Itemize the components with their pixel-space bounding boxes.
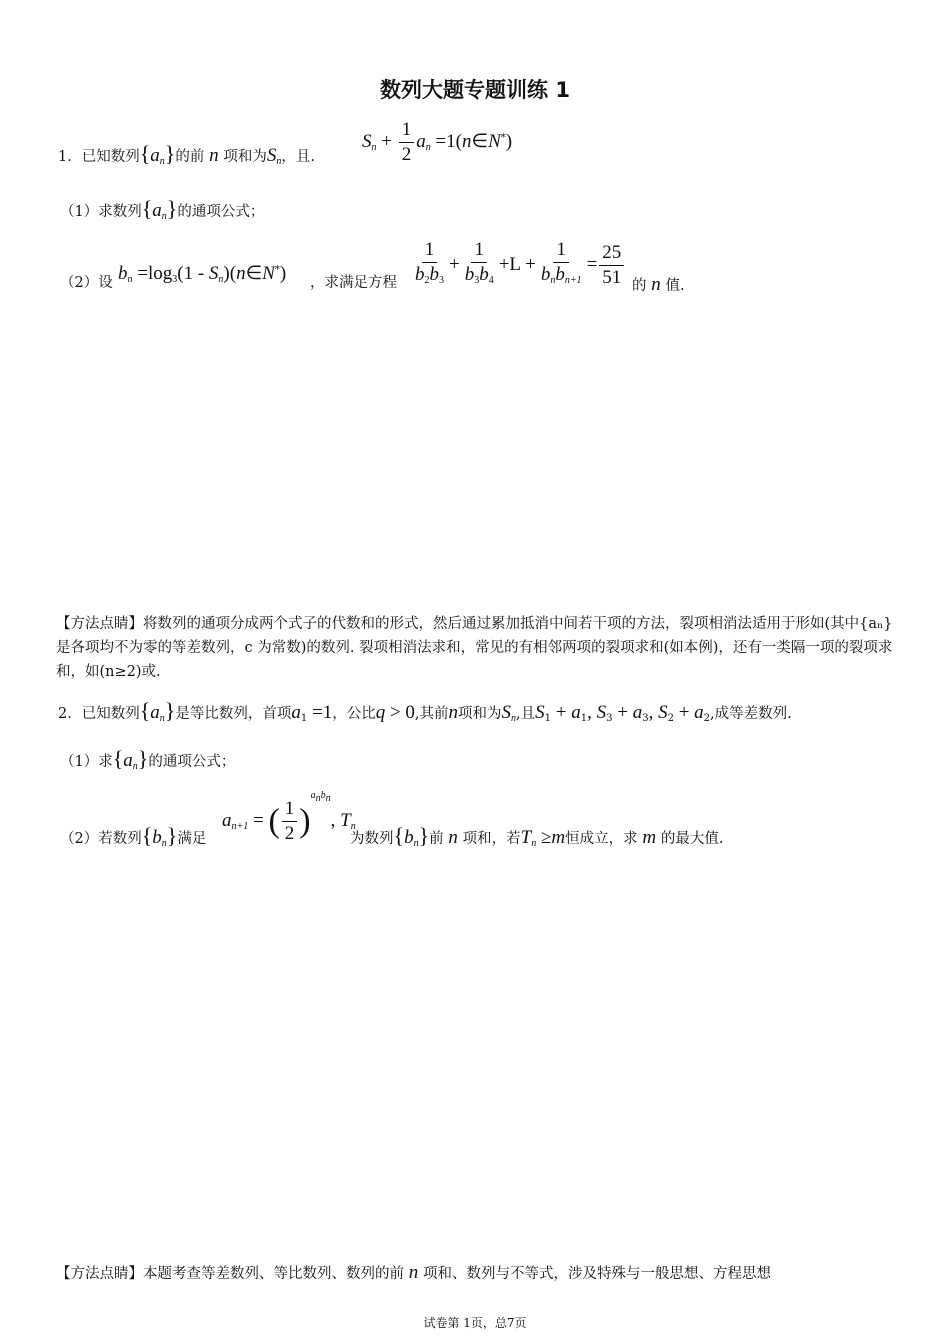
tip-text: 将数列的通项分成两个式子的代数和的形式，然后通过累加抵消中间若干项的方法，裂项相消法适用于形如(其中{aₙ}是各项均不为零的等差数列，c 为常数)的数列. 裂项相消法求和，常见的有相邻两项的裂项求和(如本例)，还有一类隔一项的裂项求和，如(n≥2)或.	[56, 616, 893, 680]
q2-part2-end: 为数列$\{b_n\}$前 n 项和，若$T_n \ge m$恒成立，求 m 的最大值.	[350, 823, 724, 849]
q2-stem: 2．已知数列$\{a_n\}$是等比数列，首项$a_1 =1$，公比q > 0,其前n项和为$S_n$,且$S_1 + a_1$, $S_3 + a_3$, $S_2 + a_2$,成等差数列.	[58, 698, 792, 724]
q1-part2-end: 的 n 值.	[632, 274, 685, 295]
q1-part2-mid: ，求满足方程	[310, 275, 397, 291]
method-tip-2: 【方法点睛】本题考查等差数列、等比数列、数列的前 n 项和、数列与不等式，涉及特殊与一般思想、方程思想	[56, 1262, 771, 1283]
q1-part2: （2）设	[60, 275, 113, 291]
q2-recurrence-formula: $a_{n+1}$ = ( $\frac{1}{2}$ )$^{a_nb_n}$, $T_n$	[222, 790, 356, 844]
q1-bn-formula: $b_n =\log_3(1$ - $S_n)(n\in N^*)$	[118, 263, 287, 285]
tip-label: 【方法点睛】	[56, 1266, 143, 1282]
q1-part1: （1）求数列$\{a_n\}$的通项公式；	[60, 196, 265, 222]
q2-part1: （1）求$\{a_n\}$的通项公式；	[60, 746, 236, 772]
tip-label: 【方法点睛】	[56, 616, 143, 632]
q2-part2-start: （2）若数列$\{b_n\}$满足	[60, 823, 207, 849]
q1-sum-equation: $\frac{1}{b_2b_3}$ + $\frac{1}{b_3b_4}$ +L + $\frac{1}{b_nb_{n+1}}$ = $\frac{25}{51}$	[410, 238, 626, 293]
page-footer: 试卷第 1页，总7页	[423, 1316, 527, 1330]
q1-stem: 1．已知数列$\{a_n\}$的前 n 项和为$S_n$，且.	[58, 141, 315, 167]
page-title: 数列大题专题训练 1	[380, 78, 570, 102]
method-tip-1	[56, 612, 896, 684]
q1-condition-formula: $S_n$ + $\frac{1}{2}$ $a_n$ =1(n∈N*)	[362, 119, 513, 165]
